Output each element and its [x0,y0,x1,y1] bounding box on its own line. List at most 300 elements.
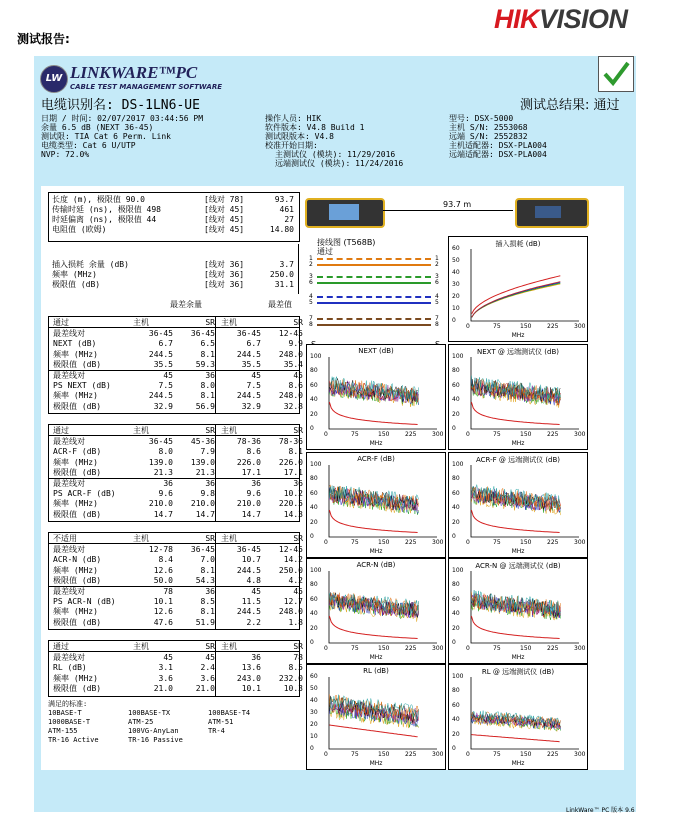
table-col-rule [215,317,216,413]
pin-left: 3 [309,273,313,280]
chart-ytick: 60 [310,381,318,389]
wire-pair-line [317,302,431,304]
wire-pair-line [317,264,431,266]
chart-ytick: 100 [452,353,464,360]
chart-ytick: 40 [452,716,460,724]
wiremap [305,236,445,346]
table-cell: 36-45 [236,545,261,554]
pin-right: 3 [435,273,439,280]
table-col-header: SR [293,642,303,651]
linkware-name: LINKWARE™PC [70,63,198,82]
table-cell: 248.0 [278,349,303,359]
standard-item: ATM-25 [128,718,154,726]
pin-right: 1 [435,255,439,262]
pin-left: 1 [309,255,313,262]
chart-xtick: 150 [378,431,390,438]
wire-pair-line [317,324,431,326]
table-cell: 35.5 [241,360,261,370]
chart-title: ACR-F (dB) [357,455,395,463]
metric-value: 93.7 [274,195,294,204]
table-status: 通过 [53,318,69,327]
table-cell: 36 [205,478,215,488]
table-cell: 9.8 [200,489,215,498]
table-col-header: 主机 [133,534,149,543]
chart-xtick: 0 [324,539,328,546]
table-col-header: 主机 [133,642,149,651]
table-cell: 8.1 [200,565,215,575]
metric-pair: [线对 36] [204,280,245,289]
table-row-label: 频率 (MHz) [53,457,98,467]
table-row-label: RL (dB) [53,663,87,673]
table-cell: 6.7 [246,339,261,349]
chart-ytick: 80 [310,581,318,589]
table-cell: 78 [293,653,303,662]
chart-ytick: 0 [452,639,456,646]
chart-ytick: 40 [310,697,318,704]
chart-xtick: 150 [520,431,532,438]
table-cell: 244.5 [148,349,173,359]
chart-xtick: 300 [432,645,444,652]
chart-xtick: 300 [432,751,444,758]
chart-2 [448,344,588,450]
table-header-rule [49,651,299,652]
chart-ytick: 20 [452,730,460,738]
chart-xlabel: MHz [511,654,525,661]
pin-right: 7 [435,315,439,322]
table-cell: 244.5 [236,349,261,359]
pin-right: 4 [435,293,439,300]
table-cell: 10.3 [283,684,303,694]
table-col-header: 主机 [221,642,237,651]
calibration-date: 主测试仪 (模块): 11/29/2016 [275,150,396,159]
chart-xtick: 225 [547,431,559,438]
table-cell: 35.5 [153,360,173,370]
chart-xlabel: MHz [511,760,525,767]
table-status: 不适用 [53,534,77,543]
test-summary: 测试总结果: 通过 [520,98,620,113]
chart-ytick: 80 [452,367,460,375]
metric-pair: [线对 45] [204,205,245,214]
header-field: 型号: DSX-5000 [449,114,514,123]
table-cell: 11.5 [241,597,261,606]
cable-length: 93.7 m [443,200,472,209]
chart-3 [306,452,446,558]
table-cell: 226.0 [236,457,261,467]
table-cell: 36 [251,478,261,488]
table-group-rule [49,478,299,479]
pin-right: 8 [435,321,439,328]
table-cell: 9.6 [158,489,173,498]
table-cell: 244.5 [236,391,261,401]
chart-ytick: 30 [310,709,318,716]
header-field: 余量 6.5 dB (NEXT 36-45) [41,123,154,132]
chart-xtick: 300 [574,539,586,546]
chart-xtick: 0 [324,751,328,758]
chart-xtick: 75 [493,645,501,652]
table-cell: 45 [293,370,303,380]
chart-5 [306,558,446,664]
table-cell: 78-36 [236,437,261,446]
metric-label: 插入损耗 余量 (dB) [52,260,129,269]
chart-xtick: 150 [378,751,390,758]
table-cell: 45 [205,653,215,662]
pin-left: 7 [309,315,313,322]
table-cell: 3.1 [158,663,173,673]
table-cell: 36-45 [190,329,215,338]
table-cell: 9.6 [246,489,261,498]
table-cell: 244.5 [148,391,173,401]
table-cell: 8.5 [200,597,215,606]
table-cell: 2.4 [200,663,215,673]
header-field: 电缆类型: Cat 6 U/UTP [41,141,136,150]
table-cell: 12.6 [153,607,173,617]
standard-item: TR-16 Active [48,736,99,744]
table-cell: 8.0 [158,447,173,457]
table-cell: 12-45 [278,545,303,554]
chart-xtick: 0 [466,751,470,758]
wire-pair-line [317,276,431,278]
chart-xtick: 225 [547,645,559,652]
table-col-header: 主机 [221,318,237,327]
table-cell: 51.9 [195,617,215,627]
table-cell: 12-45 [278,329,303,338]
standard-item: 100BASE-T4 [208,709,251,717]
table-cell: 8.1 [200,391,215,401]
chart-title: NEXT @ 远端测试仪 (dB) [477,348,559,356]
chart-ytick: 40 [310,610,318,618]
pin-left: 8 [309,321,313,328]
table-cell: 14.3 [283,509,303,519]
chart-ytick: 80 [452,581,460,589]
chart-ytick: 20 [310,624,318,632]
chart-ytick: 80 [310,367,318,375]
table-header-rule [49,435,299,436]
chart-ytick: 20 [310,518,318,526]
limit-line [329,616,417,639]
table-cell: 32.9 [153,401,173,411]
chart-7 [306,664,446,770]
chart-ytick: 50 [310,685,318,692]
chart-ytick: 80 [452,475,460,483]
header-field: 主机适配器: DSX-PLA004 [449,141,547,150]
table-col-header: SR [205,642,215,651]
table-col-header: SR [293,534,303,543]
chart-xtick: 300 [432,539,444,546]
table-col-header: 主机 [221,426,237,435]
main-tester-icon [305,198,385,228]
table-cell: 10.1 [153,597,173,606]
table-cell: 17.1 [283,468,303,478]
limit-line [329,510,417,533]
remote-tester-icon [515,198,589,228]
chart-xtick: 75 [493,539,501,546]
metric-pair: [线对 45] [204,225,245,234]
chart-axes [471,677,579,749]
table-cell: 35.4 [283,360,303,370]
table-cell: 10.2 [283,489,303,498]
limit-line [471,402,559,425]
chart-xtick: 300 [574,751,586,758]
table-row-label: 频率 (MHz) [53,673,98,683]
pin-right: 2 [435,261,439,268]
table-cell: 139.0 [148,457,173,467]
table-cell: 232.0 [278,673,303,683]
wire-pair-line [317,282,431,284]
standard-item: 10BASE-T [48,709,82,717]
chart-xlabel: MHz [511,332,525,339]
table-cell: 243.0 [236,673,261,683]
table-col-header: 主机 [133,426,149,435]
table-cell: 210.0 [148,499,173,509]
cable-id: 电缆识别名: DS-1LN6-UE [41,98,200,113]
table-row-label: 频率 (MHz) [53,349,98,359]
tester-diagram [305,192,587,230]
chart-xtick: 300 [574,323,586,330]
lw-badge-icon: LW [40,65,68,93]
metric-pair: [线对 36] [204,270,245,279]
chart-xtick: 75 [493,323,501,330]
chart-ytick: 20 [452,518,460,526]
chart-xtick: 75 [493,431,501,438]
chart-xtick: 150 [520,539,532,546]
result-table [48,424,303,522]
table-cell: 13.6 [241,663,261,673]
chart-xtick: 225 [405,431,417,438]
metric-pair: [线对 36] [204,260,245,269]
table-status: 通过 [53,642,69,651]
chart-ytick: 60 [310,489,318,497]
chart-ytick: 0 [310,639,314,646]
calibration-date: 远端测试仪 (模块): 11/24/2016 [275,159,404,168]
table-cell: 12.6 [153,565,173,575]
table-row-label: 极限值 (dB) [53,617,102,627]
table-cell: 45 [251,370,261,380]
table-cell: 8.1 [200,349,215,359]
metric-label: 长度 (m), 极限值 90.0 [52,195,145,204]
chart-ytick: 60 [452,595,460,603]
chart-xtick: 0 [466,539,470,546]
table-row-label: PS ACR-F (dB) [53,489,116,498]
pin-right: 5 [435,299,439,306]
chart-title: ACR-N (dB) [356,561,396,569]
limit-line [471,616,559,639]
chart-title: RL @ 远端测试仪 (dB) [481,668,555,676]
table-row-label: 极限值 (dB) [53,509,102,519]
standards-title: 满足的标准: [48,700,88,708]
chart-xtick: 225 [405,539,417,546]
standard-item: TR-4 [208,727,225,735]
chart-xtick: 150 [520,323,532,330]
chart-ytick: 60 [452,381,460,389]
table-row-label: PS NEXT (dB) [53,381,111,390]
table-cell: 14.2 [283,555,303,565]
pin-left: 2 [309,261,313,268]
chart-xtick: 150 [520,645,532,652]
footer-version: LinkWare™ PC 版本 9.6 [566,807,635,814]
table-col-rule [215,641,216,696]
standard-item: 100VG-AnyLan [128,727,179,735]
header-field: 远端 S/N: 2552832 [449,132,528,141]
table-cell: 9.9 [288,339,303,349]
report-label: 测试报告: [17,32,70,46]
chart-ytick: 100 [310,567,322,574]
chart-title: ACR-F @ 远端测试仪 (dB) [475,456,561,464]
chart-xtick: 75 [351,751,359,758]
cable-line [383,210,513,211]
table-cell: 7.0 [200,555,215,565]
chart-ytick: 60 [452,489,460,497]
chart-ytick: 60 [452,701,460,709]
chart-ytick: 20 [452,293,460,300]
table-cell: 3.6 [200,673,215,683]
chart-ytick: 100 [452,673,464,680]
limit-line [329,725,417,737]
metric-value: 250.0 [269,270,294,279]
table-col-header: 主机 [133,318,149,327]
chart-ytick: 50 [452,257,460,264]
limit-line [471,735,559,742]
wire-pair-line [317,318,431,320]
table-cell: 10.1 [241,684,261,694]
worst-margin-header: 最差余量 [170,300,202,309]
table-col-rule [215,533,216,629]
chart-8 [448,664,588,770]
table-cell: 45 [293,586,303,596]
table-cell: 21.0 [195,684,215,694]
chart-ytick: 40 [452,610,460,618]
chart-ytick: 40 [310,504,318,512]
pin-left: 5 [309,299,313,306]
table-cell: 21.3 [153,468,173,478]
table-cell: 36 [293,478,303,488]
chart-ytick: 100 [452,461,464,468]
table-cell: 36 [205,586,215,596]
pin-right: 6 [435,279,439,286]
standard-item: ATM-51 [208,718,234,726]
table-cell: 210.0 [236,499,261,509]
table-cell: 47.6 [153,617,173,627]
table-row-label: NEXT (dB) [53,339,97,349]
wire-pair-line [317,258,431,260]
chart-ytick: 100 [310,461,322,468]
table-cell: 8.6 [288,381,303,390]
table-cell: 21.3 [195,468,215,478]
table-row-label: 极限值 (dB) [53,468,102,478]
table-row-label: 频率 (MHz) [53,391,98,401]
chart-0 [448,236,588,342]
chart-xlabel: MHz [511,440,525,447]
table-col-header: SR [293,318,303,327]
chart-xlabel: MHz [511,548,525,555]
wire-pair-line [317,296,431,298]
result-table [48,532,303,630]
result-table [48,640,303,697]
chart-ytick: 30 [452,281,460,288]
table-row-label: 最差线对 [53,586,85,596]
chart-xtick: 75 [351,645,359,652]
chart-ytick: 60 [310,595,318,603]
chart-xtick: 225 [405,645,417,652]
pin-left: 4 [309,293,313,300]
table-cell: 45 [163,370,173,380]
metric-pair: [线对 78] [204,195,245,204]
table-cell: 78-36 [278,437,303,446]
chart-ytick: 40 [452,396,460,404]
chart-xtick: 0 [324,645,328,652]
table-cell: 36-45 [236,329,261,338]
chart-ytick: 60 [310,673,318,680]
table-row-label: 最差线对 [53,329,85,338]
chart-ytick: 20 [452,624,460,632]
header-field: 校准开始日期: [265,141,318,150]
table-cell: 36-45 [148,329,173,338]
chart-title: 插入损耗 (dB) [495,240,541,248]
table-cell: 36 [251,653,261,662]
table-row-label: 最差线对 [53,370,85,380]
chart-xtick: 300 [574,431,586,438]
table-cell: 45 [251,586,261,596]
table-cell: 244.5 [236,565,261,575]
table-row-label: 最差线对 [53,478,85,488]
table-cell: 56.9 [195,401,215,411]
header-field: 远端适配器: DSX-PLA004 [449,150,547,159]
table-row-label: PS ACR-N (dB) [53,597,116,606]
chart-xtick: 225 [547,323,559,330]
limit-line [329,402,417,425]
table-header-rule [49,327,299,328]
table-cell: 14.7 [195,509,215,519]
chart-xtick: 0 [466,431,470,438]
chart-title: RL (dB) [363,667,389,675]
standard-item: 100BASE-TX [128,709,171,717]
table-row-label: 极限值 (dB) [53,684,102,694]
table-row-label: 极限值 (dB) [53,360,102,370]
table-cell: 4.2 [288,576,303,586]
chart-ytick: 20 [310,410,318,418]
chart-title: ACR-N @ 远端测试仪 (dB) [475,562,561,570]
header-field: 测试限版本: V4.8 [265,132,334,141]
table-cell: 210.0 [190,499,215,509]
chart-ytick: 100 [310,353,322,360]
table-cell: 12-78 [148,545,173,554]
table-row-label: 频率 (MHz) [53,565,98,575]
table-cell: 10.7 [241,555,261,565]
chart-ytick: 0 [310,533,314,540]
table-cell: 3.6 [158,673,173,683]
table-cell: 78 [163,586,173,596]
chart-xtick: 75 [493,751,501,758]
chart-xtick: 300 [574,645,586,652]
table-row-label: ACR-F (dB) [53,447,102,457]
header-field: 日期 / 时间: 02/07/2017 03:44:56 PM [41,114,204,123]
table-cell: 32.9 [241,401,261,411]
table-cell: 250.0 [278,565,303,575]
metric-label: 极限值 (dB) [52,280,101,289]
chart-ytick: 80 [310,475,318,483]
table-cell: 17.1 [241,468,261,478]
hikvision-logo: HIKVISION [494,4,628,34]
result-table [48,316,303,414]
table-col-header: 主机 [221,534,237,543]
chart-xtick: 150 [378,645,390,652]
chart-xtick: 75 [351,431,359,438]
metric-value: 3.7 [279,260,294,269]
chart-xlabel: MHz [369,760,383,767]
table-row-label: 频率 (MHz) [53,607,98,617]
chart-xtick: 0 [324,431,328,438]
chart-ytick: 0 [310,425,314,432]
chart-xtick: 225 [547,539,559,546]
